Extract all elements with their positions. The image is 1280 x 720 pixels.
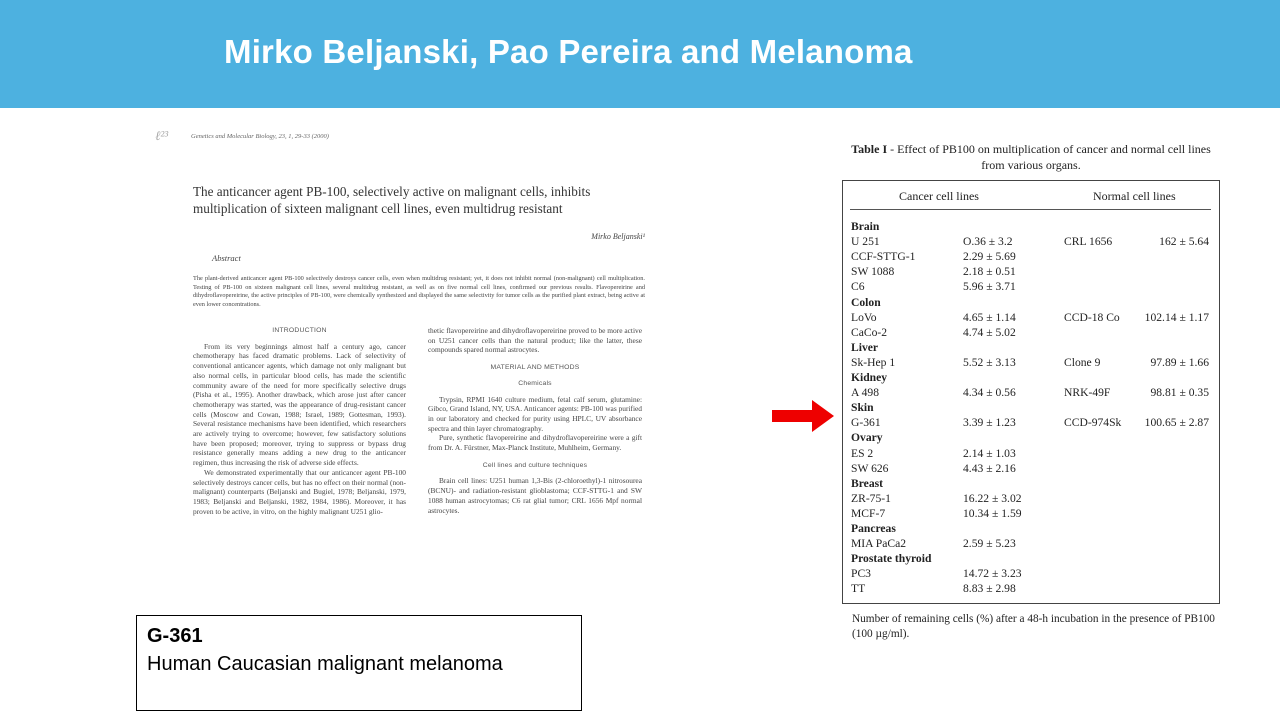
cancer-value: 2.14 ± 1.03: [963, 446, 1016, 460]
organ-category: Kidney: [851, 371, 888, 384]
cancer-value: 2.18 ± 0.51: [963, 265, 1016, 279]
cancer-value: 4.43 ± 2.16: [963, 461, 1016, 475]
cancer-value: O.36 ± 3.2: [963, 235, 1013, 249]
cancer-value: 5.52 ± 3.13: [963, 355, 1016, 369]
introduction-heading: INTRODUCTION: [272, 327, 327, 334]
organ-category: Colon: [851, 295, 881, 309]
caption-title: G-361: [147, 625, 203, 647]
cancer-cell-line: SW 626: [851, 461, 889, 475]
table-caption-label: Table I: [851, 142, 888, 156]
cancer-cell-line: PC3: [851, 567, 871, 581]
cancer-cell-line: SW 1088: [851, 265, 895, 279]
column-paragraph: thetic flavopereirine and dihydroflavopereirine proved to be more active on U251 cancer cells than the natural product; like the latter, these compounds spared normal astrocytes.: [428, 326, 642, 355]
caption-description: Human Caucasian malignant melanoma: [147, 653, 503, 675]
cancer-cell-line: CaCo-2: [851, 325, 888, 339]
cancer-cell-line: MIA PaCa2: [851, 537, 907, 551]
table-category-row: [843, 400, 1221, 415]
cell-lines-paragraph: Brain cell lines: U251 human 1,3-Bis (2-chloroethyl)-1 nitrosourea (BCNU)- and radiation-resistant glioblastoma; CCF-STTG-1 and SW 1088 human astrocytomas; C6 rat glial tumor; CRL 1656 Mpf normal astrocytes.: [428, 476, 642, 515]
table-row: [843, 461, 1221, 476]
handwritten-mark: ℓ²³: [155, 128, 169, 143]
table-row: [843, 310, 1221, 325]
table-row: [843, 279, 1221, 294]
cancer-value: 3.39 ± 1.23: [963, 416, 1016, 430]
table-caption: [842, 141, 1220, 173]
cancer-cell-line: ES 2: [851, 446, 874, 460]
cancer-value: 14.72 ± 3.23: [963, 567, 1022, 581]
intro-paragraph: We demonstrated experimentally that our anticancer agent PB-100 selectively destroys cancer cells, but has no effect on their normal (non-malignant) counterparts (Beljanski and Bugiel, 1978; Beljanski, 1979, 1983; Beljanski and Beljanski, 1982, 1984, 1986). Moreover, it has proven to be active, in vitro, on the highly malignant U251 glio-: [193, 467, 406, 516]
chemicals-paragraph: Pure, synthetic flavopereirine and dihydroflavopereirine were a gift from Dr. A. Fürstner, Max-Planck Institute, Muhlheim, Germany.: [428, 433, 642, 453]
normal-cell-line: CRL 1656: [1064, 235, 1113, 249]
table-category-row: [843, 370, 1221, 385]
cancer-value: 10.34 ± 1.59: [963, 506, 1022, 520]
abstract-heading: Abstract: [212, 253, 241, 263]
table-row: [843, 581, 1221, 596]
normal-lines-header: Normal cell lines: [1093, 189, 1176, 203]
table-category-row: [843, 340, 1221, 355]
chemicals-heading: Chemicals: [518, 379, 552, 387]
abstract-text: The plant-derived anticancer agent PB-100 selectively destroys cancer cells, even when multidrug resistant; yet, it does not inhibit normal (non-malignant) cell multiplication. Testing of PB-100 on sixteen malignant cell lines, several multidrug resistant, as well as on five normal cell lines, confirmed our previous results. Flavopereirine and dihydroflavopereirine, the active principles of PB-100, were chemically synthesized and displayed the same selectivity for tumor cells as the purified plant extract, being active at even lower concentrations.: [193, 275, 645, 309]
cell-line-caption-box: [136, 615, 582, 711]
normal-value: 102.14 ± 1.17: [1144, 310, 1209, 324]
results-table: [842, 180, 1220, 604]
paper-column-right: [428, 326, 642, 515]
slide-title: Mirko Beljanski, Pao Pereira and Melanoma: [224, 33, 913, 70]
normal-value: 162 ± 5.64: [1159, 235, 1209, 249]
paper-author: Mirko Beljanski¹: [591, 232, 645, 241]
normal-cell-line: NRK-49F: [1064, 386, 1111, 400]
normal-value: 100.65 ± 2.87: [1144, 416, 1209, 430]
cancer-value: 4.65 ± 1.14: [963, 310, 1016, 324]
cancer-value: 4.34 ± 0.56: [963, 386, 1016, 400]
cancer-cell-line: TT: [851, 582, 866, 596]
intro-paragraph: From its very beginnings almost half a century ago, cancer chemotherapy has faced dramatic problems. Lack of selectivity of conventional anticancer agents, which damage not only malignant but also normal cells, in particular blood cells, has made the scientific community aware of the need for more specifically selective drugs (Pisha et al., 1995). Another drawback, which arose just after cancer chemotherapy was started, was the appearance of drug-resistant cancer cells (Moscow and Cowan, 1988; Israel, 1989; Gottesman, 1993). Several resistance mechanisms have been identified, which researchers are actively trying to overcome; however, few satisfactory solutions have been proposed; moreover, trying to suppress or bypass drug resistance generally means adding a new drug to the anticancer regimen, thus increasing the risk of adverse side effects.: [193, 341, 406, 468]
table-row: [843, 355, 1221, 370]
paper-excerpt: [155, 128, 655, 598]
table-row: [843, 385, 1221, 400]
organ-category: Liver: [851, 340, 879, 354]
methods-heading: MATERIAL AND METHODS: [490, 364, 580, 372]
cancer-cell-line: CCF-STTG-1: [851, 250, 916, 264]
title-banner: [0, 0, 1280, 108]
table-row: [843, 264, 1221, 279]
table-category-row: [843, 521, 1221, 536]
cancer-value: 16.22 ± 3.02: [963, 491, 1022, 505]
table-footnote: Number of remaining cells (%) after a 48-h incubation in the presence of PB100 (100 µg/ml).: [852, 613, 1215, 640]
table-row: [843, 325, 1221, 340]
right-arrow-icon: [772, 400, 834, 432]
cancer-value: 5.96 ± 3.71: [963, 280, 1016, 294]
table-row: [843, 234, 1221, 249]
cell-lines-heading: Cell lines and culture techniques: [482, 461, 588, 469]
organ-category: Breast: [851, 476, 883, 490]
table-category-row: [843, 430, 1221, 445]
table-category-row: [843, 219, 1221, 234]
table-row: [843, 536, 1221, 551]
cancer-cell-line: C6: [851, 280, 865, 294]
table-caption-text: - Effect of PB100 on multiplication of cancer and normal cell lines from various organs.: [887, 142, 1211, 172]
table-category-row: [843, 551, 1221, 566]
cancer-cell-line: LoVo: [851, 310, 877, 324]
organ-category: Brain: [851, 220, 880, 233]
cancer-value: 2.29 ± 5.69: [963, 250, 1016, 264]
organ-category: Prostate thyroid: [851, 552, 932, 566]
cancer-cell-line: G-361: [851, 416, 881, 430]
journal-citation: Genetics and Molecular Biology, 23, 1, 29-33 (2000): [191, 133, 329, 140]
cancer-value: 2.59 ± 5.23: [963, 537, 1016, 551]
organ-category: Skin: [851, 401, 874, 415]
organ-category: Ovary: [851, 431, 883, 445]
cancer-value: 8.83 ± 2.98: [963, 582, 1016, 596]
table-row: [843, 491, 1221, 506]
cancer-cell-line: U 251: [851, 235, 880, 249]
paper-column-left: [193, 326, 406, 516]
table-row: [843, 446, 1221, 461]
cancer-cell-line: ZR-75-1: [851, 491, 891, 505]
normal-cell-line: Clone 9: [1064, 355, 1101, 369]
organ-category: Pancreas: [851, 522, 896, 535]
normal-cell-line: CCD-18 Co: [1064, 310, 1120, 324]
table-row: [843, 415, 1221, 430]
paper-title: The anticancer agent PB-100, selectively active on malignant cells, inhibits multiplication of sixteen malignant cell lines, even multidrug resistant: [193, 184, 591, 216]
cancer-cell-line: A 498: [851, 386, 880, 400]
chemicals-paragraph: Trypsin, RPMI 1640 culture medium, fetal calf serum, glutamine: Gibco, Grand Island, NY, USA. Anticancer agents: PB-100 was purified in our laboratory and checked for purity using HPLC, UV absorbance spectra and thin layer chromatography.: [428, 394, 642, 433]
cancer-value: 4.74 ± 5.02: [963, 325, 1016, 339]
normal-value: 98.81 ± 0.35: [1150, 386, 1209, 400]
normal-value: 97.89 ± 1.66: [1150, 355, 1209, 369]
table-row: [843, 506, 1221, 521]
table-category-row: [843, 295, 1221, 310]
table-category-row: [843, 476, 1221, 491]
cancer-lines-header: Cancer cell lines: [899, 189, 979, 203]
cancer-cell-line: Sk-Hep 1: [851, 355, 896, 369]
cancer-cell-line: MCF-7: [851, 506, 886, 520]
table-row: [843, 249, 1221, 264]
header-divider: [850, 209, 1211, 210]
normal-cell-line: CCD-974Sk: [1064, 416, 1122, 430]
table-row: [843, 566, 1221, 581]
